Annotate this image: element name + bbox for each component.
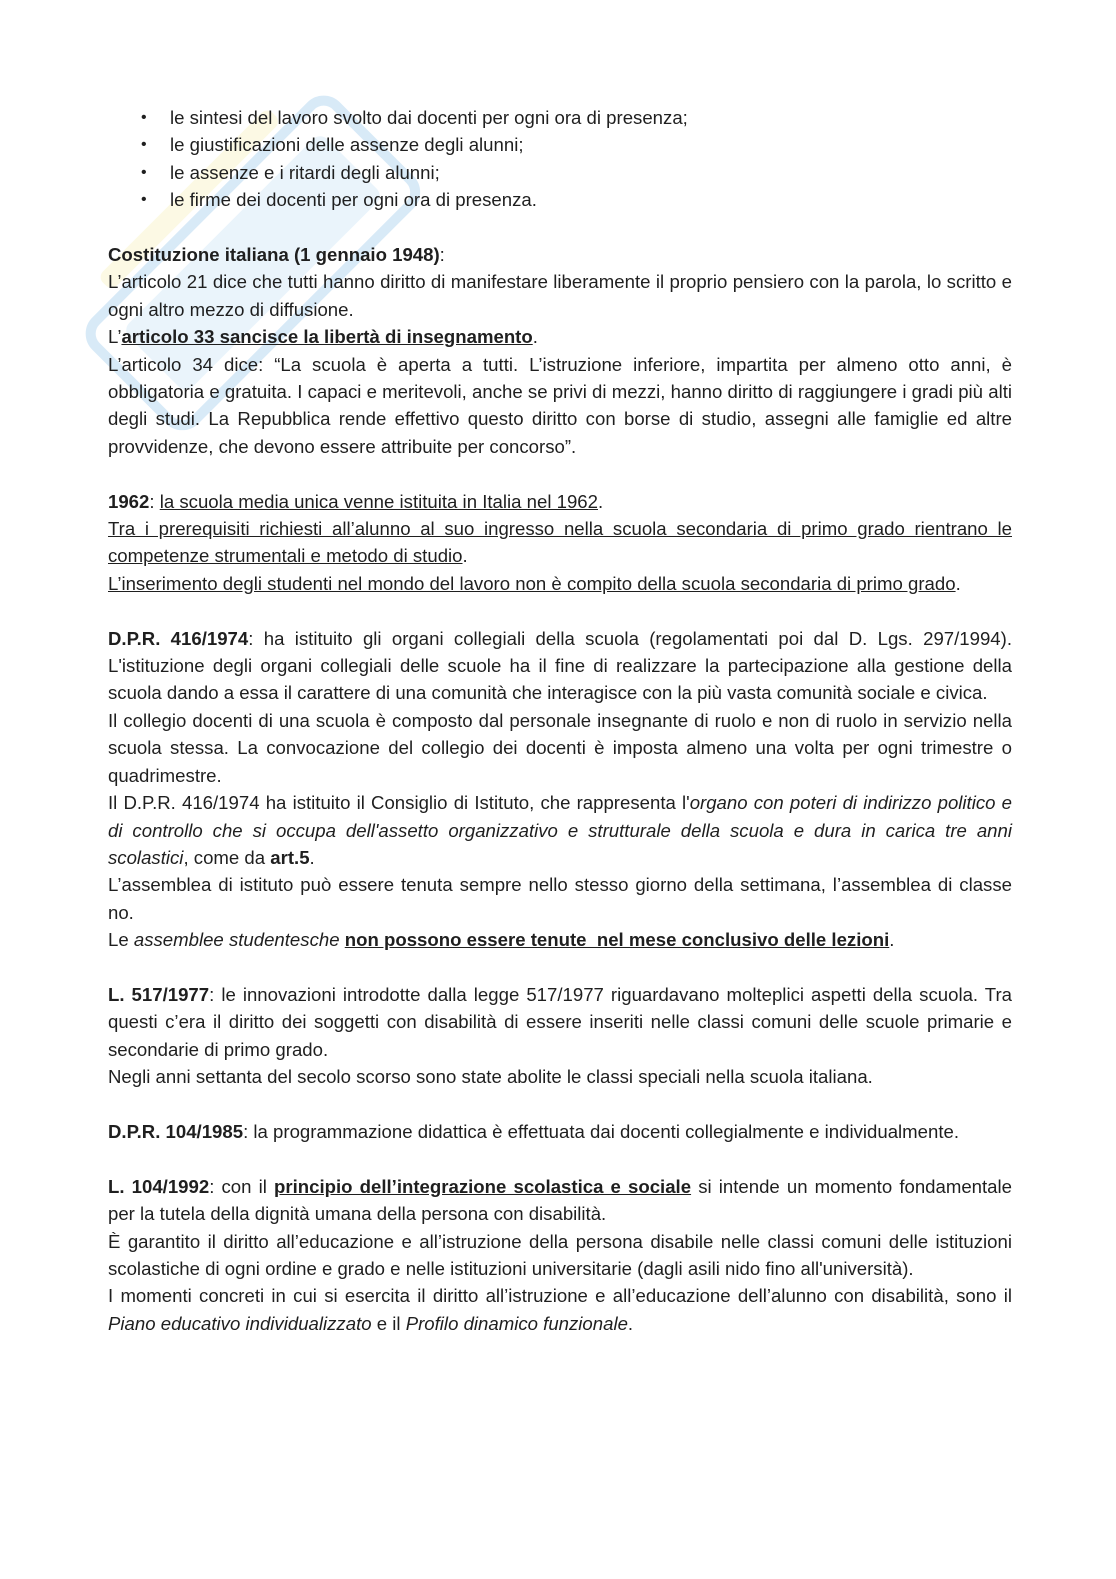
art33-highlight: articolo 33 sancisce la libertà di insegnamento: [121, 326, 533, 348]
paragraph-l517: L. 517/1977: le innovazioni introdotte dalla legge 517/1977 riguardavano molteplici aspetti della scuola. Tra questi c’era il diritto dei soggetti con disabilità di essere inseriti nelle classi comuni delle scuole primarie e secondarie di primo grado.: [108, 983, 1012, 1060]
list-item: • le assenze e i ritardi degli alunni;: [170, 159, 1012, 186]
paragraph-lavoro: L’inserimento degli studenti nel mondo del lavoro non è compito della scuola secondaria di primo grado.: [108, 572, 961, 594]
paragraph-art33: L’articolo 33 sancisce la libertà di insegnamento.: [108, 326, 538, 348]
section-label-l517: L. 517/1977: [108, 983, 210, 1005]
paragraph-l104-intro: L. 104/1992: con il principio dell’integrazione scolastica e sociale si intende un momento fondamentale per la tutela della dignità umana della persona con disabilità.: [108, 1175, 1012, 1225]
paragraph-prerequisiti: Tra i prerequisiti richiesti all’alunno al suo ingresso nella scuola secondaria di primo grado rientrano le competenze strumentali e metodo di studio.: [108, 518, 1012, 567]
section-label-dpr416: D.P.R. 416/1974: [108, 627, 249, 649]
section-label-1962: 1962: [108, 490, 150, 512]
paragraph-consiglio: Il D.P.R. 416/1974 ha istituito il Consiglio di Istituto, che rappresenta l'organo con poteri di indirizzo politico e di controllo che si occupa dell'assetto organizzativo e strutturale della scuola e dura in carica tre anni scolastici, come da art.5.: [108, 792, 1012, 868]
bullet-list: [108, 104, 1012, 214]
section-heading-costituzione: Costituzione italiana (1 gennaio 1948):: [108, 244, 445, 266]
paragraph-1962: 1962: la scuola media unica venne istituita in Italia nel 1962.: [108, 490, 604, 512]
paragraph-art34: L’articolo 34 dice: “La scuola è aperta a tutti. L’istruzione inferiore, impartita per almeno otto anni, è obbligatoria e gratuita. I capaci e meritevoli, anche se privi di mezzi, hanno diritto di raggiungere i gradi più alti degli studi. La Repubblica rende effettivo questo diritto con borse di studio, assegni alle famiglie ed altre provvidenze, che devono essere attribuite per concorso”.: [108, 353, 1012, 457]
list-item: • le firme dei docenti per ogni ora di presenza.: [170, 186, 1012, 213]
paragraph-collegio: Il collegio docenti di una scuola è composto dal personale insegnante di ruolo e non di ruolo in servizio nella scuola stessa. La convocazione del collegio dei docenti è imposta almeno una volta per ogni trimestre o quadrimestre.: [108, 709, 1012, 786]
paragraph-assemblee-studentesche: Le assemblee studentesche non possono essere tenute nel mese conclusivo delle lezioni.: [108, 929, 895, 951]
paragraph-classi-speciali: Negli anni settanta del secolo scorso sono state abolite le classi speciali nella scuola italiana.: [108, 1066, 873, 1088]
section-label-l104: L. 104/1992: [108, 1175, 210, 1197]
paragraph-assemblea: L’assemblea di istituto può essere tenuta sempre nello stesso giorno della settimana, l’assemblea di classe no.: [108, 874, 1012, 923]
paragraph-momenti-concreti: I momenti concreti in cui si esercita il diritto all’istruzione e all’educazione dell’alunno con disabilità, sono il Piano educativo individualizzato e il Profilo dinamico funzionale.: [108, 1285, 1012, 1334]
section-label-dpr104: D.P.R. 104/1985: [108, 1120, 244, 1142]
document-page: [108, 104, 1012, 1337]
paragraph-dpr104: D.P.R. 104/1985: la programmazione didattica è effettuata dai docenti collegialmente e individualmente.: [108, 1120, 960, 1142]
paragraph-dpr416-intro: D.P.R. 416/1974: ha istituito gli organi collegiali della scuola (regolamentati poi dal D. Lgs. 297/1994). L'istituzione degli organi collegiali delle scuole ha il fine di realizzare la partecipazione alla gestione della scuola dando a essa il carattere di una comunità che interagisce con la più vasta comunità sociale e civica.: [108, 627, 1013, 704]
list-item: • le giustificazioni delle assenze degli alunni;: [170, 131, 1012, 158]
paragraph-art21: L’articolo 21 dice che tutti hanno diritto di manifestare liberamente il proprio pensiero con la parola, lo scritto e ogni altro mezzo di diffusione.: [108, 271, 1012, 320]
paragraph-diritto-educazione: È garantito il diritto all’educazione e all’istruzione della persona disabile nelle classi comuni delle istituzioni scolastiche di ogni ordine e grado e nelle istituzioni universitarie (dagli asili nido fino all'università).: [108, 1230, 1012, 1279]
list-item: • le sintesi del lavoro svolto dai docenti per ogni ora di presenza;: [170, 104, 1012, 131]
